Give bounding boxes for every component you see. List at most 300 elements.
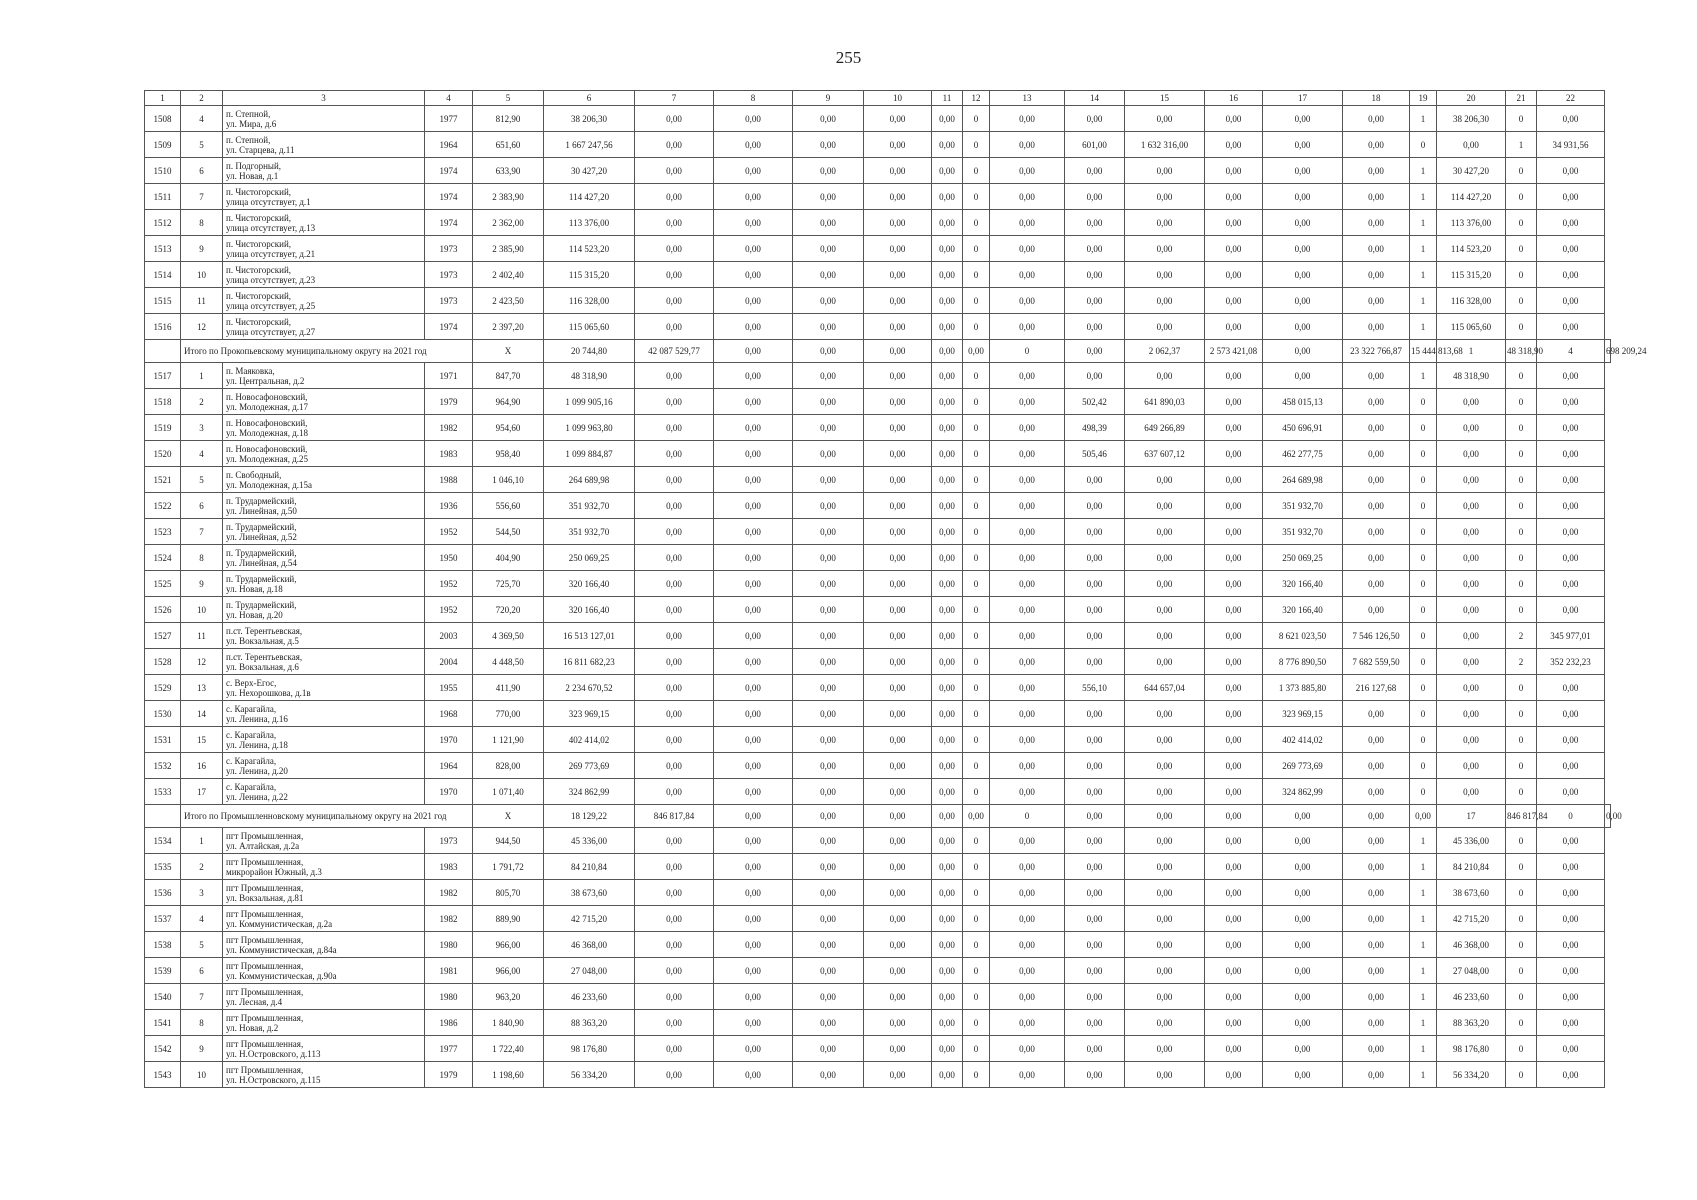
table-cell: 0,00 (932, 649, 963, 675)
table-cell: 954,60 (473, 415, 544, 441)
table-cell: 5 (181, 132, 223, 158)
table-cell: 0,00 (932, 441, 963, 467)
table-cell: 15 (181, 727, 223, 753)
table-row (145, 854, 1611, 880)
address-cell (223, 288, 425, 314)
table-cell: 0,00 (932, 493, 963, 519)
table-cell: 1 099 963,80 (544, 415, 635, 441)
table-cell: 1535 (145, 854, 181, 880)
table-cell: 0,00 (1437, 441, 1506, 467)
table-cell: 0 (963, 363, 990, 389)
table-cell: 0 (963, 389, 990, 415)
table-cell: 0,00 (1537, 571, 1605, 597)
table-cell: 0,00 (793, 236, 864, 262)
table-cell: 0,00 (793, 441, 864, 467)
table-cell: 0,00 (1263, 158, 1343, 184)
settlement-line: пгт Промышленная, (226, 934, 304, 945)
table-cell: 0,00 (1343, 158, 1410, 184)
settlement-line: пгт Промышленная, (226, 882, 304, 893)
table-cell: 0,00 (1537, 519, 1605, 545)
table-cell: 17 (1437, 805, 1506, 828)
table-cell: 0,00 (793, 1036, 864, 1062)
table-cell: 351 932,70 (544, 519, 635, 545)
table-cell: 0,00 (1125, 984, 1205, 1010)
table-cell: 0,00 (1125, 805, 1205, 828)
table-cell: 0,00 (793, 545, 864, 571)
street-line: улица отсутствует, д.1 (226, 196, 311, 207)
table-cell: 0,00 (1125, 906, 1205, 932)
street-line: ул. Ленина, д.22 (226, 791, 288, 802)
table-cell: 10 (181, 1062, 223, 1088)
table-cell: 0,00 (1263, 363, 1343, 389)
table-cell: 637 607,12 (1125, 441, 1205, 467)
table-cell: 2 385,90 (473, 236, 544, 262)
table-cell: 1980 (425, 984, 473, 1010)
table-cell: 0 (1506, 467, 1537, 493)
table-cell: 27 048,00 (1437, 958, 1506, 984)
table-cell: 502,42 (1065, 389, 1125, 415)
table-cell: 2 402,40 (473, 262, 544, 288)
table-cell: 633,90 (473, 158, 544, 184)
table-cell: 0,00 (1125, 363, 1205, 389)
table-cell: 505,46 (1065, 441, 1125, 467)
table-cell: 4 (1537, 340, 1605, 363)
table-cell: 0 (963, 467, 990, 493)
table-cell: 1515 (145, 288, 181, 314)
table-cell: 0,00 (1437, 675, 1506, 701)
table-cell: 3 (181, 880, 223, 906)
table-cell: 114 523,20 (544, 236, 635, 262)
table-cell: 0,00 (793, 828, 864, 854)
table-cell: 0,00 (1065, 363, 1125, 389)
table-cell: 0,00 (1125, 288, 1205, 314)
table-cell: 1 722,40 (473, 1036, 544, 1062)
table-cell: 0,00 (1343, 132, 1410, 158)
table-cell: 1520 (145, 441, 181, 467)
table-cell: 0,00 (1065, 984, 1125, 1010)
settlement-line: п.ст. Терентьевская, (226, 651, 303, 662)
table-cell: 0,00 (1605, 805, 1611, 828)
table-row (145, 106, 1611, 132)
table-cell: 0,00 (1343, 184, 1410, 210)
table-cell: 88 363,20 (1437, 1010, 1506, 1036)
table-cell: 0,00 (1125, 184, 1205, 210)
table-cell: 411,90 (473, 675, 544, 701)
table-cell: 0 (1506, 493, 1537, 519)
table-cell: 0 (1410, 675, 1437, 701)
table-cell: 1950 (425, 545, 473, 571)
table-cell: 0,00 (990, 441, 1065, 467)
table-cell: 1974 (425, 314, 473, 340)
table-cell: 0,00 (932, 779, 963, 805)
table-cell: 0,00 (1205, 675, 1263, 701)
table-cell: 0,00 (864, 158, 932, 184)
table-cell: 0,00 (990, 727, 1065, 753)
table-cell: 2 (181, 854, 223, 880)
table-cell: 0,00 (932, 1036, 963, 1062)
table-cell: 0,00 (635, 649, 714, 675)
table-cell: 0,00 (864, 415, 932, 441)
table-cell: 0,00 (990, 675, 1065, 701)
table-cell: 0,00 (1537, 1062, 1605, 1088)
address-cell (223, 597, 425, 623)
table-cell: 0,00 (635, 906, 714, 932)
table-cell: 0,00 (793, 519, 864, 545)
table-cell: 320 166,40 (544, 597, 635, 623)
table-cell: 0,00 (1065, 958, 1125, 984)
table-cell: 0,00 (932, 880, 963, 906)
street-line: ул. Коммунистическая, д.2а (226, 918, 333, 929)
table-cell: 0,00 (864, 854, 932, 880)
table-cell: 0 (963, 493, 990, 519)
address-cell (223, 1062, 425, 1088)
table-cell: 0,00 (932, 158, 963, 184)
table-cell: 1 (1410, 854, 1437, 880)
table-cell: 0,00 (990, 210, 1065, 236)
table-cell: 1518 (145, 389, 181, 415)
table-cell: 0,00 (990, 493, 1065, 519)
table-cell: 0,00 (1205, 649, 1263, 675)
table-cell: 0,00 (714, 467, 793, 493)
table-cell: 0 (1506, 779, 1537, 805)
table-cell: 0,00 (932, 753, 963, 779)
table-cell: 1 (1410, 363, 1437, 389)
table-cell: 0,00 (1205, 314, 1263, 340)
table-cell: 0,00 (1125, 1036, 1205, 1062)
table-cell: 0,00 (793, 932, 864, 958)
table-cell: 16 513 127,01 (544, 623, 635, 649)
table-row (145, 441, 1611, 467)
table-cell: 1 (1410, 958, 1437, 984)
table-cell: 48 318,90 (1506, 340, 1537, 363)
table-cell: 9 (181, 236, 223, 262)
table-cell: 250 069,25 (544, 545, 635, 571)
table-cell: 944,50 (473, 828, 544, 854)
table-cell: 0,00 (793, 493, 864, 519)
table-cell: 0 (1410, 779, 1437, 805)
table-cell: 0 (1410, 467, 1437, 493)
table-cell: 0,00 (1537, 779, 1605, 805)
settlement-line: п. Чистогорский, (226, 290, 292, 301)
table-cell: 0,00 (1205, 958, 1263, 984)
table-cell: 0,00 (1263, 880, 1343, 906)
table-cell: 0,00 (932, 340, 963, 363)
empty-cell (145, 340, 181, 363)
table-cell: 0,00 (1343, 262, 1410, 288)
table-cell: 0,00 (1125, 649, 1205, 675)
table-cell: 0,00 (1343, 106, 1410, 132)
table-cell: 18 129,22 (544, 805, 635, 828)
table-cell: 0,00 (864, 1010, 932, 1036)
table-cell: 0,00 (1125, 623, 1205, 649)
table-cell: 16 (181, 753, 223, 779)
table-cell: 2 (1506, 649, 1537, 675)
table-cell: 0,00 (1537, 1010, 1605, 1036)
table-cell: 0,00 (1205, 262, 1263, 288)
table-cell: 0,00 (635, 158, 714, 184)
table-row (145, 288, 1611, 314)
table-cell: 0,00 (635, 519, 714, 545)
table-cell: 0,00 (635, 854, 714, 880)
table-cell: 0,00 (1125, 158, 1205, 184)
table-cell: 0,00 (1537, 262, 1605, 288)
table-cell: 0,00 (793, 340, 864, 363)
table-cell: 0 (963, 158, 990, 184)
table-cell: 113 376,00 (544, 210, 635, 236)
table-cell: 0,00 (864, 906, 932, 932)
table-cell: 0,00 (1437, 623, 1506, 649)
settlement-line: с. Карагайла, (226, 781, 277, 792)
table-cell: 0,00 (1437, 519, 1506, 545)
table-cell: 0 (1506, 1062, 1537, 1088)
table-cell: 0,00 (990, 467, 1065, 493)
address-cell (223, 236, 425, 262)
table-cell: 0,00 (990, 753, 1065, 779)
table-cell: 1 099 884,87 (544, 441, 635, 467)
table-cell: 116 328,00 (544, 288, 635, 314)
table-cell: 0,00 (1065, 880, 1125, 906)
table-cell: 0,00 (1205, 828, 1263, 854)
table-cell: 0,00 (1537, 184, 1605, 210)
table-cell: 264 689,98 (544, 467, 635, 493)
settlement-line: п. Трудармейский, (226, 521, 297, 532)
table-cell: 0,00 (864, 106, 932, 132)
table-cell: 0 (1506, 210, 1537, 236)
table-cell: 0,00 (714, 649, 793, 675)
table-cell: 0,00 (714, 932, 793, 958)
table-cell: 1533 (145, 779, 181, 805)
table-cell: 0,00 (714, 210, 793, 236)
table-cell: 0,00 (990, 132, 1065, 158)
table-cell: 847,70 (473, 363, 544, 389)
column-number: 10 (864, 91, 932, 106)
table-cell: 1511 (145, 184, 181, 210)
settlement-line: п.ст. Терентьевская, (226, 625, 303, 636)
table-cell: 0,00 (990, 854, 1065, 880)
table-cell: 0,00 (990, 314, 1065, 340)
table-cell: 0,00 (1205, 519, 1263, 545)
table-cell: 0,00 (793, 415, 864, 441)
table-cell: 2 383,90 (473, 184, 544, 210)
column-number: 16 (1205, 91, 1263, 106)
table-cell: 0,00 (714, 675, 793, 701)
table-cell: 0,00 (990, 1010, 1065, 1036)
table-cell: 0,00 (932, 236, 963, 262)
table-cell: 0,00 (990, 415, 1065, 441)
table-row (145, 932, 1611, 958)
street-line: ул. Мира, д.6 (226, 118, 277, 129)
street-line: ул. Нехорошкова, д.1в (226, 687, 311, 698)
table-cell: 0,00 (1125, 701, 1205, 727)
table-cell: 0 (1506, 880, 1537, 906)
table-cell: 0,00 (1437, 545, 1506, 571)
table-cell: 0 (1506, 1010, 1537, 1036)
table-cell: 0,00 (793, 1010, 864, 1036)
table-cell: 1 (1410, 158, 1437, 184)
table-cell: 0,00 (1065, 805, 1125, 828)
table-cell: 1974 (425, 210, 473, 236)
table-row (145, 132, 1611, 158)
table-cell: 0 (1506, 262, 1537, 288)
table-cell: 1523 (145, 519, 181, 545)
table-cell: 0,00 (635, 675, 714, 701)
table-cell: 351 932,70 (544, 493, 635, 519)
settlement-line: п. Чистогорский, (226, 186, 292, 197)
table-cell: 7 (181, 184, 223, 210)
table-cell: 0,00 (1065, 623, 1125, 649)
table-cell: 0,00 (793, 288, 864, 314)
table-cell: 0,00 (793, 958, 864, 984)
table-cell: 0,00 (1537, 236, 1605, 262)
table-cell: 0,00 (793, 158, 864, 184)
table-cell: 9 (181, 1036, 223, 1062)
table-cell: 27 048,00 (544, 958, 635, 984)
table-cell: 0 (1506, 675, 1537, 701)
table-cell: 115 315,20 (544, 262, 635, 288)
table-cell: 0,00 (1537, 854, 1605, 880)
street-line: ул. Коммунистическая, д.90а (226, 970, 337, 981)
table-cell: 0 (1506, 854, 1537, 880)
table-cell: 544,50 (473, 519, 544, 545)
address-cell (223, 958, 425, 984)
table-cell: 0,00 (932, 1062, 963, 1088)
table-cell: 0,00 (932, 1010, 963, 1036)
table-cell: 0,00 (793, 597, 864, 623)
table-cell: 0,00 (1205, 363, 1263, 389)
table-cell: 0 (1537, 805, 1605, 828)
table-cell: 0,00 (1537, 906, 1605, 932)
table-cell: 1531 (145, 727, 181, 753)
table-cell: 88 363,20 (544, 1010, 635, 1036)
table-cell: 45 336,00 (1437, 828, 1506, 854)
table-cell: 0,00 (714, 363, 793, 389)
table-cell: 0,00 (635, 363, 714, 389)
table-cell: 0,00 (1263, 106, 1343, 132)
address-cell (223, 932, 425, 958)
table-cell: 0,00 (1065, 727, 1125, 753)
settlement-line: п. Трудармейский, (226, 495, 297, 506)
table-row (145, 571, 1611, 597)
table-cell: 2 062,37 (1125, 340, 1205, 363)
table-cell: 1 (1410, 880, 1437, 906)
table-cell: 0 (1410, 701, 1437, 727)
table-cell: 3 (181, 415, 223, 441)
table-cell: 1983 (425, 441, 473, 467)
table-cell: 1522 (145, 493, 181, 519)
table-cell: 0,00 (1065, 467, 1125, 493)
table-cell: 30 427,20 (1437, 158, 1506, 184)
table-cell: 0,00 (932, 519, 963, 545)
table-cell: 8 776 890,50 (1263, 649, 1343, 675)
table-cell: 324 862,99 (544, 779, 635, 805)
street-line: ул. Н.Островского, д.113 (226, 1048, 321, 1059)
subtotal-row (145, 805, 1611, 828)
table-cell: 1540 (145, 984, 181, 1010)
table-row (145, 1036, 1611, 1062)
table-cell: 0,00 (990, 262, 1065, 288)
table-cell: 0 (1410, 415, 1437, 441)
table-cell: 0,00 (1437, 132, 1506, 158)
table-cell: 0,00 (990, 571, 1065, 597)
table-cell: 1 099 905,16 (544, 389, 635, 415)
table-cell: 345 977,01 (1537, 623, 1605, 649)
table-cell: 0,00 (714, 623, 793, 649)
table-cell: 404,90 (473, 545, 544, 571)
table-cell: 0 (963, 288, 990, 314)
table-cell: 0,00 (1205, 106, 1263, 132)
table-row (145, 828, 1611, 854)
table-cell: 1 198,60 (473, 1062, 544, 1088)
table-cell: 1982 (425, 415, 473, 441)
table-cell: 269 773,69 (1263, 753, 1343, 779)
street-line: ул. Ленина, д.16 (226, 713, 288, 724)
table-cell: 0,00 (1205, 854, 1263, 880)
table-cell: 216 127,68 (1343, 675, 1410, 701)
table-cell: 0,00 (1343, 236, 1410, 262)
table-cell: 0,00 (864, 210, 932, 236)
street-line: ул. Н.Островского, д.115 (226, 1074, 321, 1085)
table-cell: 0 (1506, 597, 1537, 623)
table-cell: 45 336,00 (544, 828, 635, 854)
table-cell: 6 (181, 158, 223, 184)
address-cell (223, 363, 425, 389)
table-cell: 0,00 (635, 984, 714, 1010)
settlement-line: с. Карагайла, (226, 729, 277, 740)
table-cell: 0,00 (1205, 779, 1263, 805)
address-cell (223, 675, 425, 701)
table-cell: 0,00 (1125, 467, 1205, 493)
table-cell: 0,00 (1205, 288, 1263, 314)
table-cell: 0,00 (1205, 571, 1263, 597)
table-cell: 1973 (425, 236, 473, 262)
table-cell: 1 (1410, 262, 1437, 288)
table-cell: 0,00 (990, 545, 1065, 571)
table-cell: 0,00 (864, 828, 932, 854)
settlement-line: п. Чистогорский, (226, 316, 292, 327)
table-cell: 0,00 (1343, 1010, 1410, 1036)
column-number: 2 (181, 91, 223, 106)
column-number: 8 (714, 91, 793, 106)
table-cell: 1 791,72 (473, 854, 544, 880)
table-cell: 0 (1506, 288, 1537, 314)
table-cell: 115 315,20 (1437, 262, 1506, 288)
table-cell: 0,00 (793, 623, 864, 649)
table-cell: 0 (1506, 236, 1537, 262)
table-cell: 725,70 (473, 571, 544, 597)
table-cell: 0,00 (635, 932, 714, 958)
table-cell: 1952 (425, 519, 473, 545)
settlement-line: пгт Промышленная, (226, 908, 304, 919)
table-cell: 10 (181, 597, 223, 623)
table-cell: 0,00 (1437, 493, 1506, 519)
column-number: 4 (425, 91, 473, 106)
street-line: ул. Вокзальная, д.6 (226, 661, 299, 672)
table-cell: 0 (1506, 571, 1537, 597)
table-cell: 0,00 (1065, 828, 1125, 854)
table-cell: 0,00 (1263, 932, 1343, 958)
table-cell: 0,00 (1065, 753, 1125, 779)
table-cell: 4 (181, 106, 223, 132)
table-cell: 0,00 (635, 880, 714, 906)
table-cell: 0,00 (1125, 519, 1205, 545)
table-cell: 0,00 (714, 701, 793, 727)
table-cell: 0 (963, 649, 990, 675)
table-cell: 0 (963, 132, 990, 158)
column-number: 6 (544, 91, 635, 106)
table-cell: 0,00 (1125, 236, 1205, 262)
table-cell: 0,00 (1537, 415, 1605, 441)
table-cell: 1508 (145, 106, 181, 132)
